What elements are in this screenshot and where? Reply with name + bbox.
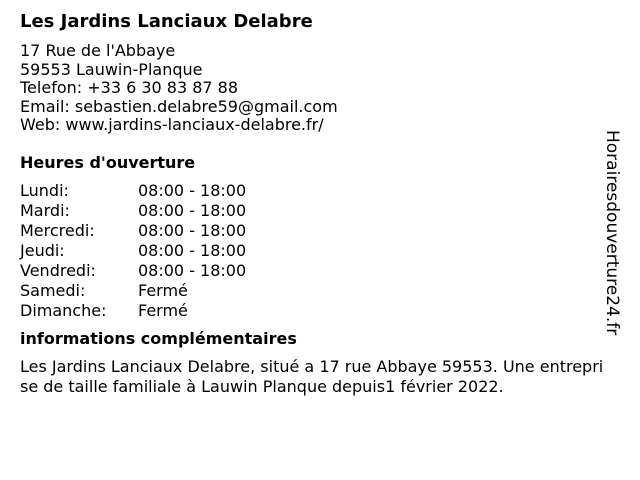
time-value: 08:00 - 18:00 xyxy=(138,180,247,200)
phone-line[interactable]: Telefon: +33 6 30 83 87 88 xyxy=(20,78,239,97)
business-name: Les Jardins Lanciaux Delabre xyxy=(20,11,313,32)
hours-row-monday xyxy=(20,181,610,201)
site-watermark: Horairesdouverture24.fr xyxy=(602,130,622,336)
time-value: 08:00 - 18:00 xyxy=(138,200,247,220)
contact-block xyxy=(20,42,610,135)
time-value: Fermé xyxy=(138,280,188,300)
time-value: 08:00 - 18:00 xyxy=(138,240,247,260)
hours-row-thursday xyxy=(20,241,610,261)
hours-table xyxy=(20,181,610,321)
day-label: Lundi: xyxy=(20,180,69,200)
address-line-2: 59553 Lauwin-Planque xyxy=(20,59,203,79)
hours-row-friday xyxy=(20,261,610,281)
address-line-1: 17 Rue de l'Abbaye xyxy=(20,41,176,60)
time-value: 08:00 - 18:00 xyxy=(138,260,247,280)
time-value: 08:00 - 18:00 xyxy=(138,220,247,240)
hours-row-wednesday xyxy=(20,221,610,241)
hours-heading: Heures d'ouverture xyxy=(20,152,196,172)
hours-row-sunday xyxy=(20,301,610,321)
website-line[interactable]: Web: www.jardins-lanciaux-delabre.fr/ xyxy=(20,115,324,134)
hours-row-tuesday xyxy=(20,201,610,221)
email-line[interactable]: Email: sebastien.delabre59@gmail.com xyxy=(20,96,338,116)
day-label: Jeudi: xyxy=(20,240,65,260)
info-paragraph: Les Jardins Lanciaux Delabre, situé a 17 rue Abbaye 59553. Une entreprise de taille familiale à Lauwin Planque depuis1 février 2022. xyxy=(20,356,604,396)
day-label: Mercredi: xyxy=(20,220,95,240)
day-label: Samedi: xyxy=(20,280,86,300)
time-value: Fermé xyxy=(138,300,188,320)
day-label: Vendredi: xyxy=(20,260,96,280)
day-label: Dimanche: xyxy=(20,300,107,320)
day-label: Mardi: xyxy=(20,200,70,220)
hours-row-saturday xyxy=(20,281,610,301)
info-heading: informations complémentaires xyxy=(20,328,297,348)
business-card xyxy=(20,10,610,397)
